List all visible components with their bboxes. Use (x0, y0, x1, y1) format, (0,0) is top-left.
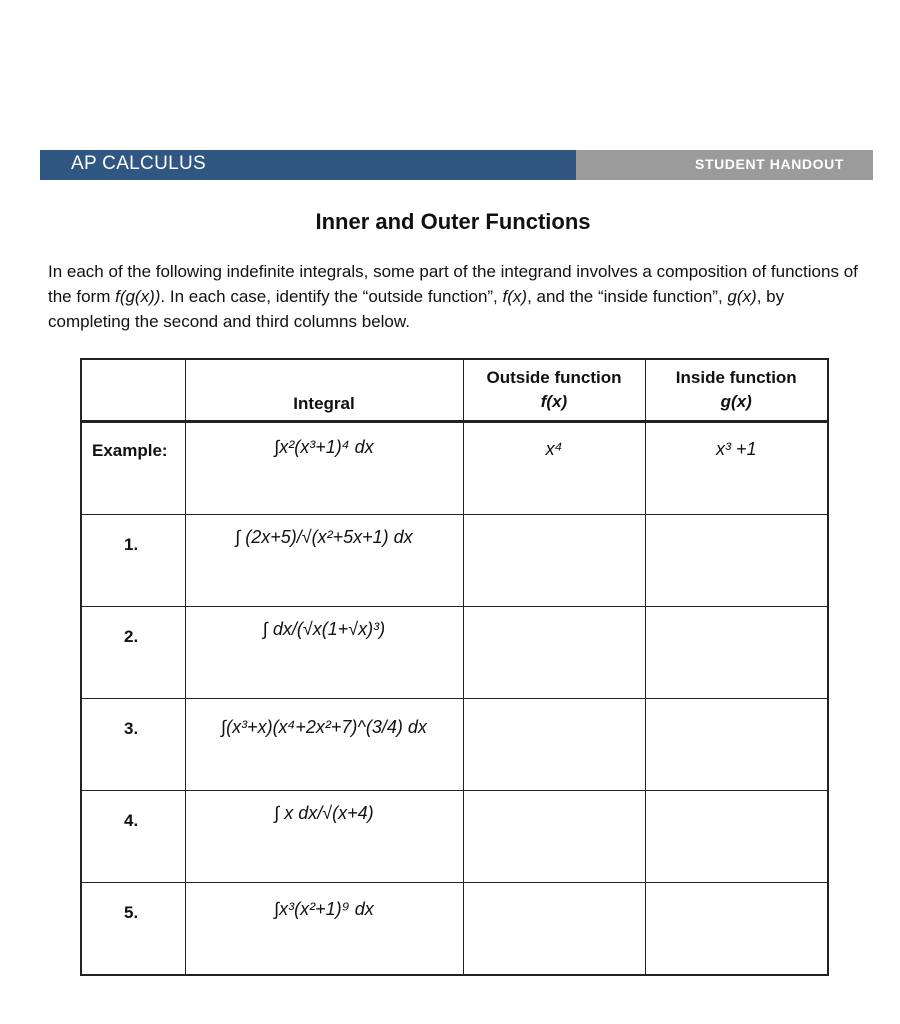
inside-function-answer-cell[interactable] (645, 607, 828, 699)
inside-function-answer-cell[interactable] (645, 515, 828, 607)
table-row (81, 422, 828, 515)
header-label-cell (81, 359, 185, 422)
doc-type-banner (576, 150, 873, 180)
inside-function-answer: x³ +1 (715, 439, 757, 459)
outside-function-answer: x⁴ (545, 439, 563, 459)
integral-column-header: Integral (293, 394, 355, 413)
outside-function-answer-cell[interactable] (463, 699, 645, 791)
inside-function-answer-cell[interactable] (645, 883, 828, 976)
table-header-row (81, 359, 828, 422)
intro-paragraph (48, 259, 868, 334)
course-banner (40, 150, 576, 180)
inside-column-subheader: g(x) (720, 392, 752, 411)
doc-type-label: STUDENT HANDOUT (695, 156, 844, 172)
integral-expression (186, 803, 463, 824)
functions-table (80, 358, 829, 976)
outside-function-answer-cell[interactable] (463, 791, 645, 883)
integral-text: ∫ dx/(√x(1+√x)³) (262, 619, 386, 639)
header-integral-cell (185, 359, 463, 422)
table-row (81, 791, 828, 883)
intro-gx: g(x) (727, 287, 757, 306)
integral-text: ∫x³(x²+1)⁹ dx (274, 899, 374, 919)
inside-column-header: Inside function (675, 368, 797, 387)
page-title: Inner and Outer Functions (315, 209, 591, 234)
integral-text: ∫x²(x³+1)⁴ dx (274, 437, 374, 457)
table-row (81, 883, 828, 976)
intro-fg: f(g(x)) (115, 287, 161, 306)
integral-text: ∫(x³+x)(x⁴+2x²+7)^(3/4) dx (221, 717, 427, 737)
inside-function-answer-cell[interactable] (645, 699, 828, 791)
intro-text-2: . In each case, identify the “outside function”, (160, 287, 503, 306)
outside-function-answer-cell[interactable] (463, 883, 645, 976)
intro-text-3: , and the “inside function”, (527, 287, 728, 306)
intro-text-4: , by completing the second and third columns below. (48, 287, 785, 331)
table-row (81, 699, 828, 791)
row-label: 2. (124, 627, 139, 646)
header-outside-cell (463, 359, 645, 422)
integral-expression (186, 527, 463, 548)
row-label: 1. (124, 535, 139, 554)
intro-fx: f(x) (502, 287, 528, 306)
inside-function-answer-cell[interactable] (645, 791, 828, 883)
outside-column-subheader: f(x) (540, 392, 568, 411)
row-label: 4. (124, 811, 139, 830)
integral-expression (186, 717, 463, 738)
integral-expression (186, 899, 463, 920)
intro-text-1: In each of the following indefinite integrals, some part of the integrand involves a composition of functions of the form (48, 262, 858, 306)
course-title: AP CALCULUS (71, 153, 206, 174)
row-label: 3. (124, 719, 139, 738)
outside-function-answer-cell[interactable] (463, 607, 645, 699)
integral-expression (186, 619, 463, 640)
row-label: 5. (124, 903, 139, 922)
integral-expression (186, 437, 463, 458)
table-row (81, 515, 828, 607)
integral-text: ∫ x dx/√(x+4) (274, 803, 374, 823)
table-row (81, 607, 828, 699)
row-label: Example: (92, 441, 168, 460)
outside-column-header: Outside function (486, 368, 622, 387)
outside-function-answer-cell[interactable] (463, 515, 645, 607)
integral-text: ∫ (2x+5)/√(x²+5x+1) dx (235, 527, 413, 547)
header-inside-cell (645, 359, 828, 422)
